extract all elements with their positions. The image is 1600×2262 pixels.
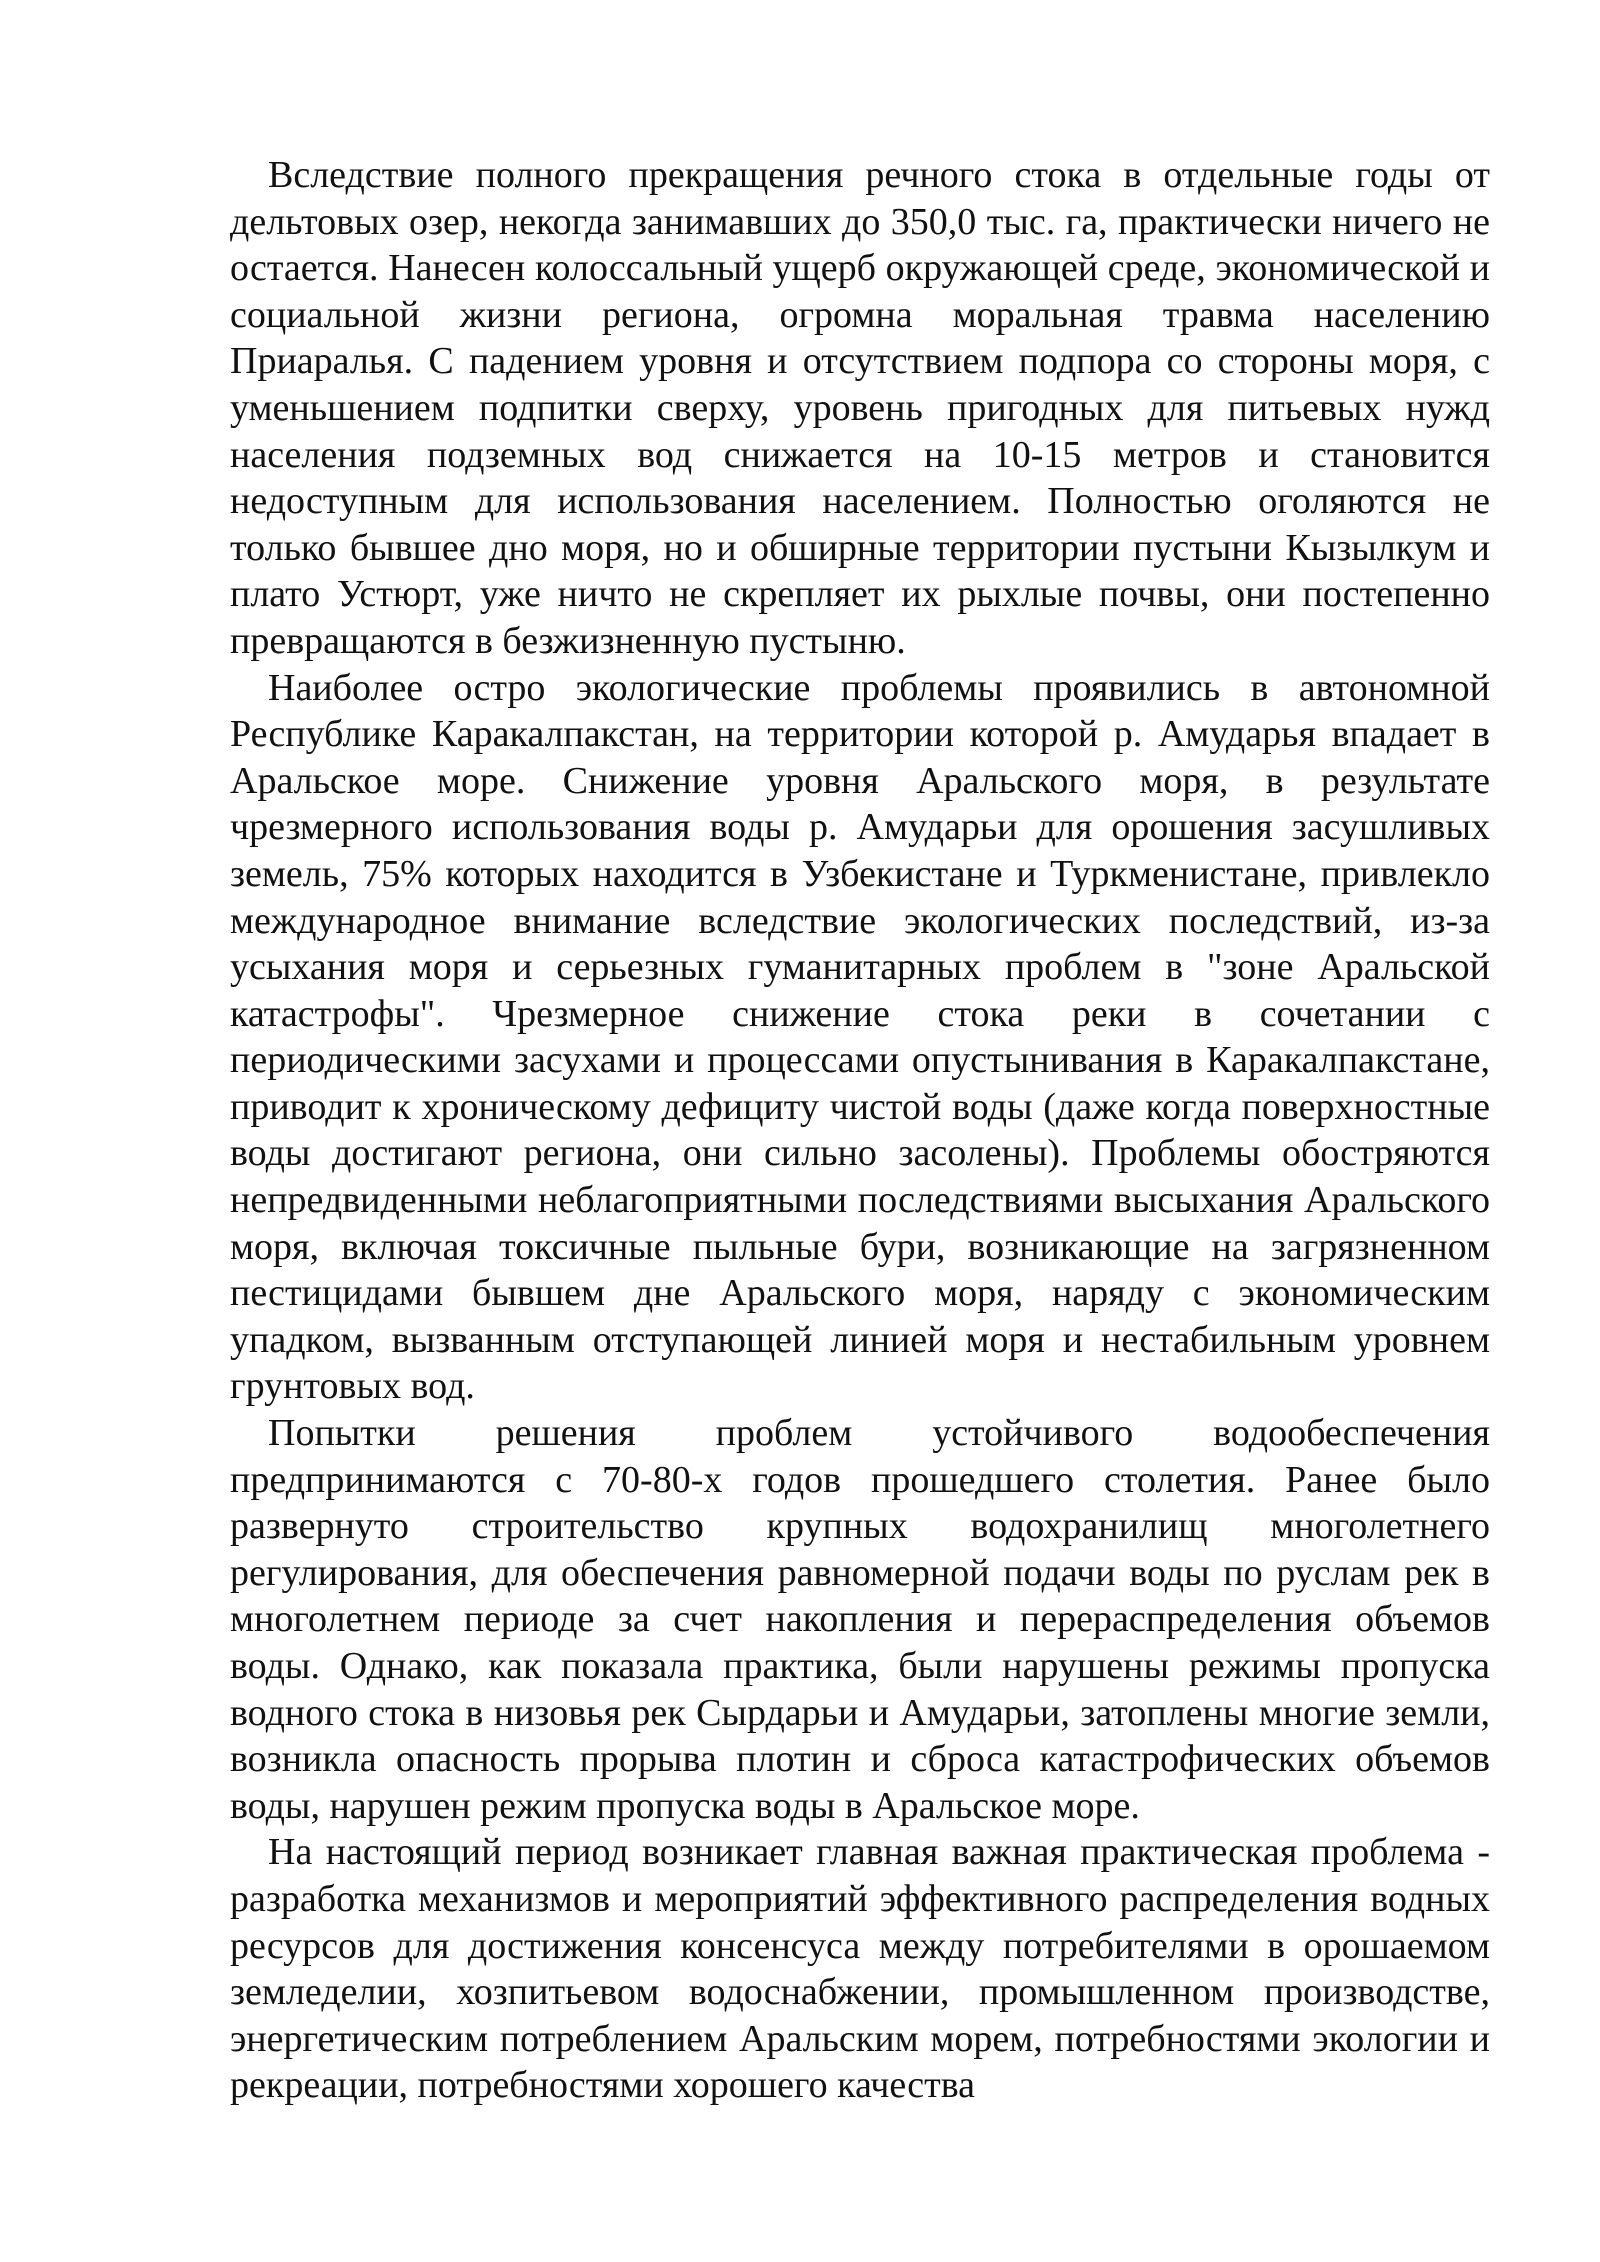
paragraph-2: Наиболее остро экологические проблемы проявились в автономной Республике Каракалпакстан, на территории которой р. Амударья впадает в Аральское море. Снижение уровня Аральского моря, в результате чрезмерного использования воды р. Амударьи для орошения засушливых земель, 75% которых находится в Узбекистане и Туркменистане, привлекло международное внимание вследствие экологических последствий, из-за усыхания моря и серьезных гуманитарных проблем в "зоне Аральской катастрофы". Чрезмерное снижение стока реки в сочетании с периодическими засухами и процессами опустынивания в Каракалпакстане, приводит к хроническому дефициту чистой воды (даже когда поверхностные воды достигают региона, они сильно засолены). Проблемы обостряются непредвиденными неблагоприятными последствиями высыхания Аральского моря, включая токсичные пыльные бури, возникающие на загрязненном пестицидами бывшем дне Аральского моря, наряду с экономическим упадком, вызванным отступающей линией моря и нестабильным уровнем грунтовых вод. <box>230 666 1490 1408</box>
paragraph-1: Вследствие полного прекращения речного стока в отдельные годы от дельтовых озер, некогда занимавших до 350,0 тыс. га, практически ничего не остается. Нанесен колоссальный ущерб окружающей среде, экономической и социальной жизни региона, огромна моральная травма населению Приаралья. С падением уровня и отсутствием подпора со стороны моря, с уменьшением подпитки сверху, уровень пригодных для питьевых нужд населения подземных вод снижается на 10-15 метров и становится недоступным для использования населением. Полностью оголяются не только бывшее дно моря, но и обширные территории пустыни Кызылкум и плато Устюрт, уже ничто не скрепляет их рыхлые почвы, они постепенно превращаются в безжизненную пустыню. <box>230 154 1490 662</box>
paragraph-4: На настоящий период возникает главная важная практическая проблема - разработка механизмов и мероприятий эффективного распределения водных ресурсов для достижения консенсуса между потребителями в орошаемом земледелии, хозпитьевом водоснабжении, промышленном производстве, энергетическим потреблением Аральским морем, потребностями экологии и рекреации, потребностями хорошего качества <box>230 1831 1490 2107</box>
document-page <box>230 152 1490 2109</box>
paragraph-3: Попытки решения проблем устойчивого водообеспечения предпринимаются с 70-80-х годов прошедшего столетия. Ранее было развернуто строительство крупных водохранилищ многолетнего регулирования, для обеспечения равномерной подачи воды по руслам рек в многолетнем периоде за счет накопления и перераспределения объемов воды. Однако, как показала практика, были нарушены режимы пропуска водного стока в низовья рек Сырдарьи и Амударьи, затоплены многие земли, возникла опасность прорыва плотин и сброса катастрофических объемов воды, нарушен режим пропуска воды в Аральское море. <box>230 1412 1490 1827</box>
